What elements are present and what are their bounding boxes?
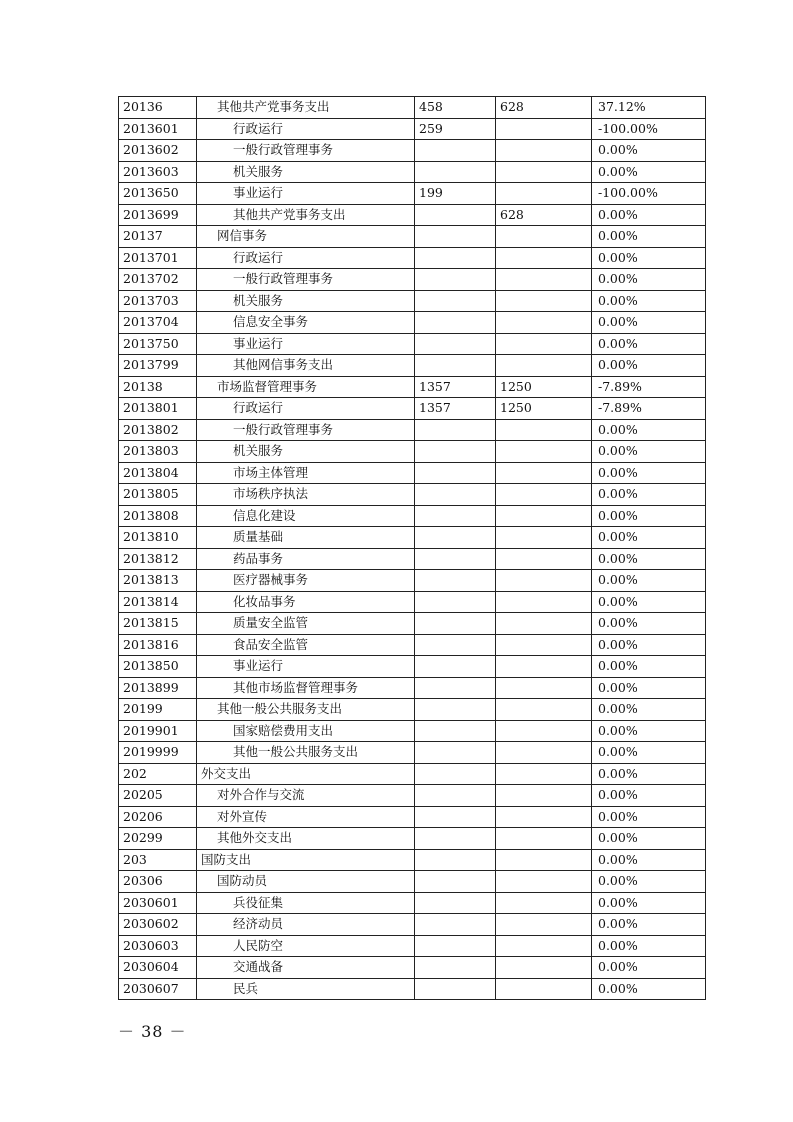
- page-number: － 38 －: [118, 1022, 187, 1041]
- subject-name-cell: 事业运行: [197, 656, 415, 678]
- table-row: [119, 957, 706, 979]
- current-year-amount-cell: [496, 484, 592, 506]
- subject-name-cell: 一般行政管理事务: [197, 269, 415, 291]
- prior-year-amount-cell: [415, 957, 496, 979]
- subject-code-cell: 20138: [119, 376, 197, 398]
- change-rate-cell: 0.00%: [592, 355, 706, 377]
- subject-code-cell: 2013704: [119, 312, 197, 334]
- subject-code-cell: 2013701: [119, 247, 197, 269]
- subject-name-cell: 一般行政管理事务: [197, 419, 415, 441]
- budget-expenditure-table: [118, 96, 706, 1000]
- subject-name-cell: 事业运行: [197, 183, 415, 205]
- prior-year-amount-cell: [415, 892, 496, 914]
- table-row: [119, 914, 706, 936]
- current-year-amount-cell: [496, 247, 592, 269]
- subject-code-cell: 2013750: [119, 333, 197, 355]
- table-row: [119, 355, 706, 377]
- table-row: [119, 312, 706, 334]
- current-year-amount-cell: 1250: [496, 398, 592, 420]
- current-year-amount-cell: [496, 634, 592, 656]
- current-year-amount-cell: [496, 290, 592, 312]
- change-rate-cell: 0.00%: [592, 419, 706, 441]
- current-year-amount-cell: 628: [496, 97, 592, 119]
- subject-code-cell: 2030607: [119, 978, 197, 1000]
- current-year-amount-cell: [496, 742, 592, 764]
- current-year-amount-cell: [496, 570, 592, 592]
- change-rate-cell: 0.00%: [592, 677, 706, 699]
- current-year-amount-cell: [496, 849, 592, 871]
- subject-name-cell: 化妆品事务: [197, 591, 415, 613]
- table-row: [119, 204, 706, 226]
- prior-year-amount-cell: [415, 914, 496, 936]
- prior-year-amount-cell: [415, 763, 496, 785]
- subject-code-cell: 2030604: [119, 957, 197, 979]
- change-rate-cell: 0.00%: [592, 462, 706, 484]
- subject-name-cell: 食品安全监管: [197, 634, 415, 656]
- table-row: [119, 613, 706, 635]
- table-row: [119, 656, 706, 678]
- change-rate-cell: 0.00%: [592, 957, 706, 979]
- current-year-amount-cell: [496, 677, 592, 699]
- prior-year-amount-cell: 458: [415, 97, 496, 119]
- table-row: [119, 97, 706, 119]
- table-row: [119, 677, 706, 699]
- current-year-amount-cell: [496, 312, 592, 334]
- table-row: [119, 462, 706, 484]
- table-row: [119, 591, 706, 613]
- change-rate-cell: 0.00%: [592, 333, 706, 355]
- change-rate-cell: 0.00%: [592, 978, 706, 1000]
- prior-year-amount-cell: [415, 140, 496, 162]
- prior-year-amount-cell: [415, 570, 496, 592]
- subject-code-cell: 2030603: [119, 935, 197, 957]
- prior-year-amount-cell: [415, 527, 496, 549]
- subject-name-cell: 机关服务: [197, 161, 415, 183]
- current-year-amount-cell: [496, 183, 592, 205]
- current-year-amount-cell: [496, 914, 592, 936]
- subject-name-cell: 行政运行: [197, 398, 415, 420]
- subject-name-cell: 其他一般公共服务支出: [197, 742, 415, 764]
- subject-code-cell: 20136: [119, 97, 197, 119]
- subject-name-cell: 国防支出: [197, 849, 415, 871]
- table-row: [119, 118, 706, 140]
- change-rate-cell: 0.00%: [592, 290, 706, 312]
- subject-name-cell: 市场秩序执法: [197, 484, 415, 506]
- prior-year-amount-cell: [415, 269, 496, 291]
- table-row: [119, 699, 706, 721]
- change-rate-cell: 0.00%: [592, 935, 706, 957]
- subject-name-cell: 外交支出: [197, 763, 415, 785]
- change-rate-cell: 0.00%: [592, 656, 706, 678]
- subject-code-cell: 2013801: [119, 398, 197, 420]
- subject-name-cell: 民兵: [197, 978, 415, 1000]
- prior-year-amount-cell: [415, 806, 496, 828]
- prior-year-amount-cell: [415, 591, 496, 613]
- subject-code-cell: 2013805: [119, 484, 197, 506]
- subject-name-cell: 信息安全事务: [197, 312, 415, 334]
- table-row: [119, 527, 706, 549]
- change-rate-cell: 0.00%: [592, 849, 706, 871]
- subject-code-cell: 2013703: [119, 290, 197, 312]
- prior-year-amount-cell: [415, 742, 496, 764]
- subject-code-cell: 2013603: [119, 161, 197, 183]
- change-rate-cell: 0.00%: [592, 634, 706, 656]
- subject-code-cell: 2013810: [119, 527, 197, 549]
- change-rate-cell: 0.00%: [592, 742, 706, 764]
- current-year-amount-cell: [496, 161, 592, 183]
- subject-name-cell: 市场主体管理: [197, 462, 415, 484]
- change-rate-cell: 37.12%: [592, 97, 706, 119]
- subject-name-cell: 一般行政管理事务: [197, 140, 415, 162]
- prior-year-amount-cell: [415, 828, 496, 850]
- budget-table-container: [118, 96, 705, 1000]
- current-year-amount-cell: [496, 613, 592, 635]
- current-year-amount-cell: [496, 355, 592, 377]
- subject-name-cell: 其他一般公共服务支出: [197, 699, 415, 721]
- current-year-amount-cell: [496, 226, 592, 248]
- current-year-amount-cell: [496, 505, 592, 527]
- table-row: [119, 505, 706, 527]
- change-rate-cell: -7.89%: [592, 376, 706, 398]
- table-row: [119, 570, 706, 592]
- subject-code-cell: 20137: [119, 226, 197, 248]
- prior-year-amount-cell: [415, 871, 496, 893]
- change-rate-cell: 0.00%: [592, 763, 706, 785]
- subject-name-cell: 经济动员: [197, 914, 415, 936]
- table-row: [119, 935, 706, 957]
- subject-name-cell: 其他市场监督管理事务: [197, 677, 415, 699]
- table-row: [119, 398, 706, 420]
- change-rate-cell: 0.00%: [592, 441, 706, 463]
- current-year-amount-cell: 628: [496, 204, 592, 226]
- subject-code-cell: 2013815: [119, 613, 197, 635]
- change-rate-cell: 0.00%: [592, 871, 706, 893]
- current-year-amount-cell: [496, 871, 592, 893]
- change-rate-cell: 0.00%: [592, 591, 706, 613]
- subject-code-cell: 2013602: [119, 140, 197, 162]
- subject-code-cell: 2013799: [119, 355, 197, 377]
- table-row: [119, 183, 706, 205]
- prior-year-amount-cell: [415, 333, 496, 355]
- subject-name-cell: 兵役征集: [197, 892, 415, 914]
- subject-code-cell: 203: [119, 849, 197, 871]
- table-row: [119, 290, 706, 312]
- table-row: [119, 871, 706, 893]
- prior-year-amount-cell: [415, 226, 496, 248]
- prior-year-amount-cell: [415, 355, 496, 377]
- current-year-amount-cell: [496, 656, 592, 678]
- subject-code-cell: 20299: [119, 828, 197, 850]
- current-year-amount-cell: [496, 462, 592, 484]
- table-row: [119, 226, 706, 248]
- table-row: [119, 548, 706, 570]
- current-year-amount-cell: [496, 957, 592, 979]
- prior-year-amount-cell: [415, 978, 496, 1000]
- subject-name-cell: 事业运行: [197, 333, 415, 355]
- table-row: [119, 849, 706, 871]
- change-rate-cell: 0.00%: [592, 226, 706, 248]
- subject-name-cell: 网信事务: [197, 226, 415, 248]
- current-year-amount-cell: [496, 892, 592, 914]
- prior-year-amount-cell: 199: [415, 183, 496, 205]
- table-row: [119, 978, 706, 1000]
- current-year-amount-cell: 1250: [496, 376, 592, 398]
- subject-name-cell: 质量安全监管: [197, 613, 415, 635]
- subject-name-cell: 信息化建设: [197, 505, 415, 527]
- table-row: [119, 742, 706, 764]
- subject-code-cell: 20205: [119, 785, 197, 807]
- table-row: [119, 269, 706, 291]
- subject-code-cell: 2013813: [119, 570, 197, 592]
- prior-year-amount-cell: [415, 247, 496, 269]
- current-year-amount-cell: [496, 785, 592, 807]
- prior-year-amount-cell: [415, 677, 496, 699]
- current-year-amount-cell: [496, 140, 592, 162]
- current-year-amount-cell: [496, 591, 592, 613]
- current-year-amount-cell: [496, 935, 592, 957]
- prior-year-amount-cell: [415, 613, 496, 635]
- subject-code-cell: 2019999: [119, 742, 197, 764]
- subject-name-cell: 质量基础: [197, 527, 415, 549]
- current-year-amount-cell: [496, 806, 592, 828]
- table-row: [119, 806, 706, 828]
- subject-code-cell: 20199: [119, 699, 197, 721]
- table-row: [119, 247, 706, 269]
- subject-name-cell: 国防动员: [197, 871, 415, 893]
- change-rate-cell: 0.00%: [592, 720, 706, 742]
- prior-year-amount-cell: [415, 656, 496, 678]
- change-rate-cell: 0.00%: [592, 269, 706, 291]
- subject-name-cell: 医疗器械事务: [197, 570, 415, 592]
- change-rate-cell: 0.00%: [592, 699, 706, 721]
- subject-code-cell: 202: [119, 763, 197, 785]
- change-rate-cell: -100.00%: [592, 183, 706, 205]
- prior-year-amount-cell: [415, 935, 496, 957]
- prior-year-amount-cell: 1357: [415, 376, 496, 398]
- prior-year-amount-cell: [415, 441, 496, 463]
- change-rate-cell: 0.00%: [592, 247, 706, 269]
- change-rate-cell: -100.00%: [592, 118, 706, 140]
- prior-year-amount-cell: [415, 785, 496, 807]
- subject-code-cell: 2013601: [119, 118, 197, 140]
- subject-code-cell: 20306: [119, 871, 197, 893]
- subject-name-cell: 行政运行: [197, 247, 415, 269]
- table-row: [119, 376, 706, 398]
- subject-code-cell: 2013808: [119, 505, 197, 527]
- change-rate-cell: 0.00%: [592, 806, 706, 828]
- change-rate-cell: 0.00%: [592, 570, 706, 592]
- table-row: [119, 441, 706, 463]
- subject-code-cell: 2030601: [119, 892, 197, 914]
- table-row: [119, 763, 706, 785]
- prior-year-amount-cell: 259: [415, 118, 496, 140]
- current-year-amount-cell: [496, 828, 592, 850]
- subject-name-cell: 对外合作与交流: [197, 785, 415, 807]
- prior-year-amount-cell: [415, 290, 496, 312]
- current-year-amount-cell: [496, 441, 592, 463]
- subject-code-cell: 2013804: [119, 462, 197, 484]
- prior-year-amount-cell: [415, 699, 496, 721]
- prior-year-amount-cell: [415, 484, 496, 506]
- change-rate-cell: 0.00%: [592, 828, 706, 850]
- prior-year-amount-cell: [415, 161, 496, 183]
- subject-name-cell: 行政运行: [197, 118, 415, 140]
- prior-year-amount-cell: [415, 204, 496, 226]
- change-rate-cell: 0.00%: [592, 548, 706, 570]
- current-year-amount-cell: [496, 548, 592, 570]
- subject-name-cell: 其他共产党事务支出: [197, 204, 415, 226]
- prior-year-amount-cell: [415, 312, 496, 334]
- current-year-amount-cell: [496, 527, 592, 549]
- table-row: [119, 484, 706, 506]
- subject-name-cell: 人民防空: [197, 935, 415, 957]
- table-row: [119, 634, 706, 656]
- subject-code-cell: 2013850: [119, 656, 197, 678]
- change-rate-cell: 0.00%: [592, 505, 706, 527]
- change-rate-cell: 0.00%: [592, 484, 706, 506]
- subject-code-cell: 2013816: [119, 634, 197, 656]
- subject-name-cell: 对外宣传: [197, 806, 415, 828]
- prior-year-amount-cell: 1357: [415, 398, 496, 420]
- subject-name-cell: 国家赔偿费用支出: [197, 720, 415, 742]
- subject-code-cell: 2013812: [119, 548, 197, 570]
- current-year-amount-cell: [496, 333, 592, 355]
- table-row: [119, 161, 706, 183]
- subject-name-cell: 机关服务: [197, 441, 415, 463]
- current-year-amount-cell: [496, 269, 592, 291]
- table-row: [119, 419, 706, 441]
- current-year-amount-cell: [496, 978, 592, 1000]
- change-rate-cell: 0.00%: [592, 785, 706, 807]
- subject-name-cell: 药品事务: [197, 548, 415, 570]
- subject-code-cell: 2019901: [119, 720, 197, 742]
- change-rate-cell: -7.89%: [592, 398, 706, 420]
- prior-year-amount-cell: [415, 462, 496, 484]
- table-row: [119, 892, 706, 914]
- table-row: [119, 720, 706, 742]
- subject-name-cell: 其他网信事务支出: [197, 355, 415, 377]
- change-rate-cell: 0.00%: [592, 312, 706, 334]
- subject-code-cell: 2013802: [119, 419, 197, 441]
- subject-code-cell: 2013650: [119, 183, 197, 205]
- change-rate-cell: 0.00%: [592, 914, 706, 936]
- table-row: [119, 785, 706, 807]
- change-rate-cell: 0.00%: [592, 613, 706, 635]
- prior-year-amount-cell: [415, 634, 496, 656]
- subject-code-cell: 2013702: [119, 269, 197, 291]
- subject-code-cell: 2013803: [119, 441, 197, 463]
- change-rate-cell: 0.00%: [592, 161, 706, 183]
- subject-code-cell: 20206: [119, 806, 197, 828]
- current-year-amount-cell: [496, 699, 592, 721]
- current-year-amount-cell: [496, 419, 592, 441]
- prior-year-amount-cell: [415, 548, 496, 570]
- current-year-amount-cell: [496, 763, 592, 785]
- table-row: [119, 140, 706, 162]
- change-rate-cell: 0.00%: [592, 892, 706, 914]
- subject-name-cell: 其他共产党事务支出: [197, 97, 415, 119]
- subject-name-cell: 交通战备: [197, 957, 415, 979]
- subject-code-cell: 2030602: [119, 914, 197, 936]
- current-year-amount-cell: [496, 118, 592, 140]
- subject-name-cell: 其他外交支出: [197, 828, 415, 850]
- prior-year-amount-cell: [415, 419, 496, 441]
- change-rate-cell: 0.00%: [592, 140, 706, 162]
- subject-name-cell: 机关服务: [197, 290, 415, 312]
- current-year-amount-cell: [496, 720, 592, 742]
- prior-year-amount-cell: [415, 505, 496, 527]
- subject-code-cell: 2013899: [119, 677, 197, 699]
- subject-code-cell: 2013814: [119, 591, 197, 613]
- table-body: [119, 97, 706, 1000]
- change-rate-cell: 0.00%: [592, 527, 706, 549]
- change-rate-cell: 0.00%: [592, 204, 706, 226]
- table-row: [119, 333, 706, 355]
- subject-name-cell: 市场监督管理事务: [197, 376, 415, 398]
- subject-code-cell: 2013699: [119, 204, 197, 226]
- prior-year-amount-cell: [415, 849, 496, 871]
- prior-year-amount-cell: [415, 720, 496, 742]
- table-row: [119, 828, 706, 850]
